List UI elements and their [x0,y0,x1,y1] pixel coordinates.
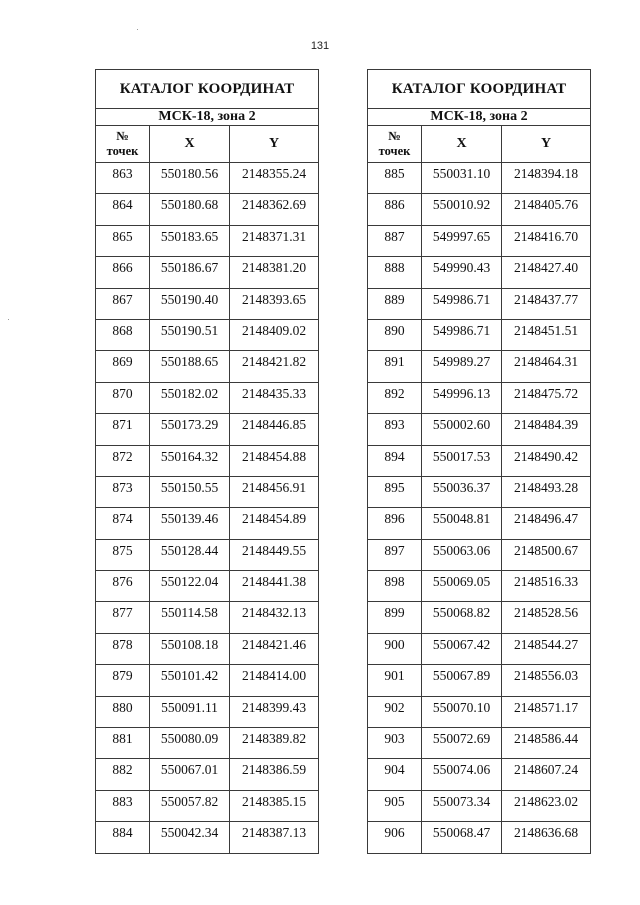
x-coordinate-cell: 550188.65 [150,351,230,382]
point-number-cell: 866 [96,257,150,288]
point-number-cell: 873 [96,476,150,507]
x-coordinate-cell: 550128.44 [150,539,230,570]
x-coordinate-cell: 550070.10 [422,696,502,727]
point-number-cell: 893 [368,414,422,445]
x-coordinate-cell: 550186.67 [150,257,230,288]
point-number-cell: 889 [368,288,422,319]
point-number-cell: 895 [368,476,422,507]
table-row [96,602,319,633]
y-coordinate-cell: 2148496.47 [502,508,591,539]
header-num-sign: № [116,129,129,143]
x-coordinate-cell: 550036.37 [422,476,502,507]
table-row [368,790,591,821]
x-coordinate-cell: 550031.10 [422,163,502,194]
y-coordinate-cell: 2148386.59 [230,759,319,790]
table-row [368,571,591,602]
y-coordinate-cell: 2148435.33 [230,382,319,413]
catalog-title: КАТАЛОГ КООРДИНАТ [96,70,319,109]
x-coordinate-cell: 549990.43 [422,257,502,288]
table-row [96,414,319,445]
x-coordinate-cell: 550190.40 [150,288,230,319]
column-header-y: Y [502,126,591,163]
x-coordinate-cell: 550180.68 [150,194,230,225]
y-coordinate-cell: 2148449.55 [230,539,319,570]
x-coordinate-cell: 550139.46 [150,508,230,539]
point-number-cell: 890 [368,319,422,350]
coordinate-catalog-table-left [95,69,319,854]
point-number-cell: 872 [96,445,150,476]
y-coordinate-cell: 2148490.42 [502,445,591,476]
scan-speck [137,29,138,30]
x-coordinate-cell: 550067.01 [150,759,230,790]
table-row [368,476,591,507]
x-coordinate-cell: 550017.53 [422,445,502,476]
x-coordinate-cell: 550010.92 [422,194,502,225]
x-coordinate-cell: 550164.32 [150,445,230,476]
y-coordinate-cell: 2148409.02 [230,319,319,350]
x-coordinate-cell: 550108.18 [150,633,230,664]
x-coordinate-cell: 550173.29 [150,414,230,445]
point-number-cell: 896 [368,508,422,539]
point-number-cell: 868 [96,319,150,350]
point-number-cell: 871 [96,414,150,445]
y-coordinate-cell: 2148586.44 [502,728,591,759]
table-row [96,696,319,727]
y-coordinate-cell: 2148381.20 [230,257,319,288]
table-row [96,288,319,319]
point-number-cell: 865 [96,225,150,256]
table-row [368,539,591,570]
point-number-cell: 882 [96,759,150,790]
point-number-cell: 888 [368,257,422,288]
point-number-cell: 898 [368,571,422,602]
table-row [96,163,319,194]
y-coordinate-cell: 2148399.43 [230,696,319,727]
header-num-word: точек [106,144,139,158]
point-number-cell: 902 [368,696,422,727]
table-row [368,508,591,539]
table-row [96,351,319,382]
y-coordinate-cell: 2148421.82 [230,351,319,382]
y-coordinate-cell: 2148556.03 [502,665,591,696]
catalog-title: КАТАЛОГ КООРДИНАТ [368,70,591,109]
y-coordinate-cell: 2148432.13 [230,602,319,633]
point-number-cell: 878 [96,633,150,664]
table-row [368,445,591,476]
x-coordinate-cell: 549997.65 [422,225,502,256]
scan-speck [8,319,9,320]
point-number-cell: 899 [368,602,422,633]
y-coordinate-cell: 2148544.27 [502,633,591,664]
x-coordinate-cell: 550069.05 [422,571,502,602]
column-header-y: Y [230,126,319,163]
y-coordinate-cell: 2148437.77 [502,288,591,319]
table-row [368,696,591,727]
x-coordinate-cell: 549986.71 [422,288,502,319]
table-row [368,602,591,633]
header-num-sign: № [388,129,401,143]
table-row [96,759,319,790]
point-number-cell: 897 [368,539,422,570]
table-row [368,194,591,225]
y-coordinate-cell: 2148387.13 [230,822,319,853]
point-number-cell: 876 [96,571,150,602]
point-number-cell: 870 [96,382,150,413]
y-coordinate-cell: 2148421.46 [230,633,319,664]
table-row [96,790,319,821]
y-coordinate-cell: 2148451.51 [502,319,591,350]
y-coordinate-cell: 2148394.18 [502,163,591,194]
x-coordinate-cell: 550074.06 [422,759,502,790]
x-coordinate-cell: 550048.81 [422,508,502,539]
y-coordinate-cell: 2148464.31 [502,351,591,382]
table-row [368,288,591,319]
table-row [96,476,319,507]
column-header-point-number [96,126,150,163]
table-row [96,539,319,570]
point-number-cell: 863 [96,163,150,194]
coordinate-catalog-table-right [367,69,591,854]
x-coordinate-cell: 550080.09 [150,728,230,759]
y-coordinate-cell: 2148454.88 [230,445,319,476]
y-coordinate-cell: 2148475.72 [502,382,591,413]
x-coordinate-cell: 549989.27 [422,351,502,382]
y-coordinate-cell: 2148416.70 [502,225,591,256]
table-row [368,351,591,382]
y-coordinate-cell: 2148623.02 [502,790,591,821]
y-coordinate-cell: 2148393.65 [230,288,319,319]
y-coordinate-cell: 2148446.85 [230,414,319,445]
x-coordinate-cell: 550067.89 [422,665,502,696]
y-coordinate-cell: 2148389.82 [230,728,319,759]
table-row [368,665,591,696]
point-number-cell: 886 [368,194,422,225]
y-coordinate-cell: 2148493.28 [502,476,591,507]
table-row [96,571,319,602]
x-coordinate-cell: 550114.58 [150,602,230,633]
x-coordinate-cell: 550068.82 [422,602,502,633]
table-row [368,163,591,194]
x-coordinate-cell: 549986.71 [422,319,502,350]
y-coordinate-cell: 2148454.89 [230,508,319,539]
point-number-cell: 864 [96,194,150,225]
table-row [368,728,591,759]
x-coordinate-cell: 550067.42 [422,633,502,664]
point-number-cell: 875 [96,539,150,570]
x-coordinate-cell: 550042.34 [150,822,230,853]
y-coordinate-cell: 2148571.17 [502,696,591,727]
point-number-cell: 869 [96,351,150,382]
column-header-point-number [368,126,422,163]
point-number-cell: 877 [96,602,150,633]
table-row [96,257,319,288]
coordinate-system-label: МСК-18, зона 2 [96,109,319,126]
table-row [368,225,591,256]
y-coordinate-cell: 2148414.00 [230,665,319,696]
point-number-cell: 903 [368,728,422,759]
table-row [96,822,319,853]
point-number-cell: 901 [368,665,422,696]
table-row [368,257,591,288]
x-coordinate-cell: 550002.60 [422,414,502,445]
table-row [96,319,319,350]
table-body [96,163,319,854]
table-row [96,194,319,225]
x-coordinate-cell: 549996.13 [422,382,502,413]
point-number-cell: 885 [368,163,422,194]
x-coordinate-cell: 550068.47 [422,822,502,853]
table-row [368,319,591,350]
x-coordinate-cell: 550190.51 [150,319,230,350]
page-number: 131 [310,40,330,52]
y-coordinate-cell: 2148528.56 [502,602,591,633]
y-coordinate-cell: 2148427.40 [502,257,591,288]
point-number-cell: 904 [368,759,422,790]
table-row [368,759,591,790]
table-row [96,665,319,696]
y-coordinate-cell: 2148362.69 [230,194,319,225]
y-coordinate-cell: 2148484.39 [502,414,591,445]
table-row [96,382,319,413]
column-header-x: X [422,126,502,163]
y-coordinate-cell: 2148441.38 [230,571,319,602]
table-row [96,445,319,476]
table-row [96,633,319,664]
point-number-cell: 892 [368,382,422,413]
coordinate-system-label: МСК-18, зона 2 [368,109,591,126]
y-coordinate-cell: 2148371.31 [230,225,319,256]
x-coordinate-cell: 550057.82 [150,790,230,821]
table-row [96,508,319,539]
y-coordinate-cell: 2148456.91 [230,476,319,507]
table-body [368,163,591,854]
x-coordinate-cell: 550122.04 [150,571,230,602]
x-coordinate-cell: 550101.42 [150,665,230,696]
x-coordinate-cell: 550150.55 [150,476,230,507]
point-number-cell: 900 [368,633,422,664]
table-row [368,414,591,445]
y-coordinate-cell: 2148500.67 [502,539,591,570]
point-number-cell: 884 [96,822,150,853]
table-row [96,728,319,759]
table-row [368,633,591,664]
column-header-x: X [150,126,230,163]
y-coordinate-cell: 2148355.24 [230,163,319,194]
point-number-cell: 887 [368,225,422,256]
point-number-cell: 891 [368,351,422,382]
y-coordinate-cell: 2148607.24 [502,759,591,790]
y-coordinate-cell: 2148516.33 [502,571,591,602]
y-coordinate-cell: 2148405.76 [502,194,591,225]
x-coordinate-cell: 550091.11 [150,696,230,727]
x-coordinate-cell: 550072.69 [422,728,502,759]
x-coordinate-cell: 550182.02 [150,382,230,413]
x-coordinate-cell: 550183.65 [150,225,230,256]
point-number-cell: 880 [96,696,150,727]
header-num-word: точек [378,144,411,158]
point-number-cell: 894 [368,445,422,476]
point-number-cell: 905 [368,790,422,821]
point-number-cell: 867 [96,288,150,319]
point-number-cell: 874 [96,508,150,539]
table-row [368,822,591,853]
y-coordinate-cell: 2148636.68 [502,822,591,853]
x-coordinate-cell: 550180.56 [150,163,230,194]
table-row [96,225,319,256]
point-number-cell: 906 [368,822,422,853]
x-coordinate-cell: 550073.34 [422,790,502,821]
point-number-cell: 883 [96,790,150,821]
point-number-cell: 879 [96,665,150,696]
y-coordinate-cell: 2148385.15 [230,790,319,821]
x-coordinate-cell: 550063.06 [422,539,502,570]
point-number-cell: 881 [96,728,150,759]
table-row [368,382,591,413]
